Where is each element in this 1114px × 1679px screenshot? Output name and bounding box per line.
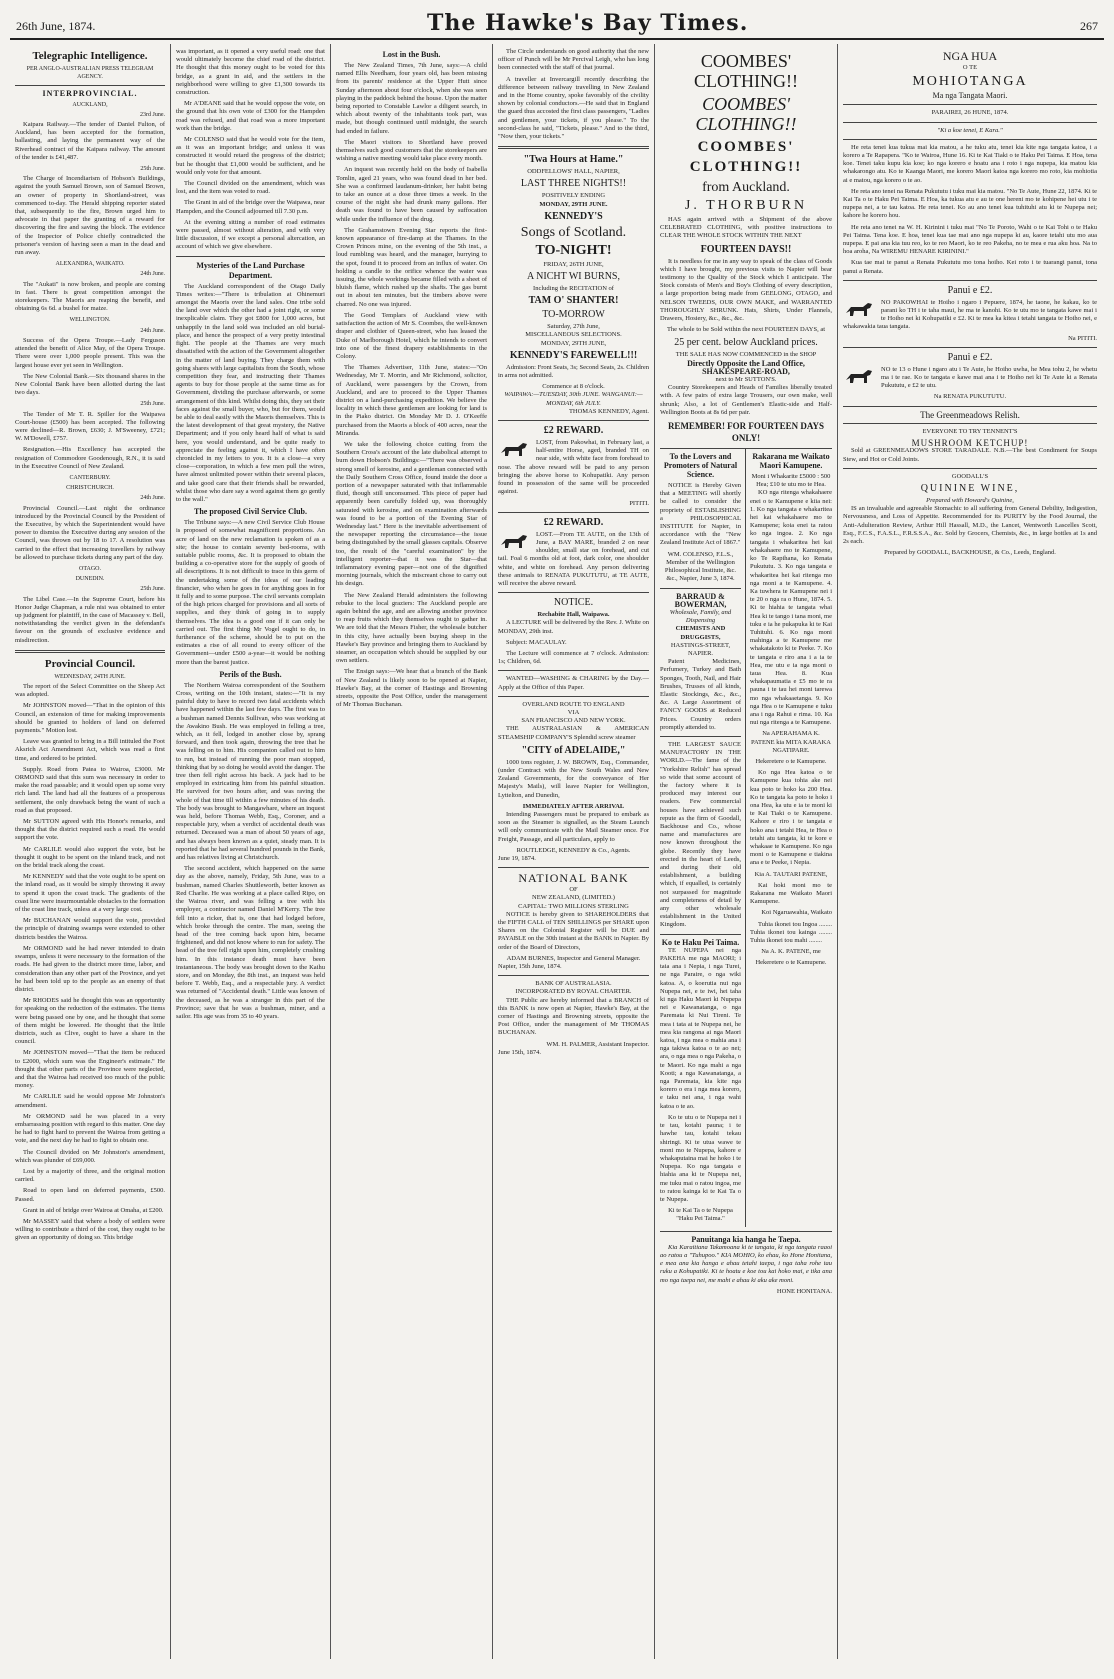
bank-notice: THE Public are hereby informed that a BRANCH of this BANK is now open at Napier, Hawke's Bay, at the corner of Hastings and Browning streets, opposite the Post Office, under the management of Mr THOMAS BUCHANAN. bbox=[498, 996, 649, 1037]
article-paragraph: Mr CARLILE said he would oppose Mr Johnston's amendment. bbox=[15, 1093, 165, 1109]
date-line: 24th June. bbox=[140, 271, 165, 278]
tonight: TO-NIGHT! bbox=[535, 242, 612, 258]
article-paragraph: The New Colonial Bank.—Six thousand shares in the New Colonial Bank have been allotted during the last two days. bbox=[15, 372, 165, 397]
date-line: WEDNESDAY, 24TH JUNE. bbox=[54, 673, 126, 680]
article-paragraph: The Northern Wairoa correspondent of the Southern Cross, writing on the 10th instant, states:—"It is my painful duty to have to record two fatal accidents which have happened within the last few days. The first was to a bushman named Dennis Sullivan, who was working at the Awakino Bush. He was employed in felling a tree, which, as it fell, lodged in another close by, sprang forward, and then took again, throwing the tree that he was felling on to him. His companion called out to him to run, but instead of running the poor man stopped, thinking that by so doing he would avoid the danger. The tree then fell right across his back. A jack had to be employed in extricating him from his painful situation. He survived for two hours after, and was raving the whole of that time till within a few minutes of his death. The body was brought to Mangawhare, where an inquest was held, before Thomas Webb, Esq., Coroner, and a respectable jury, when a verdict of accidental death was returned. Deceased was a man of about 50 years of age, and has always been known as a quiet, steady man. It is reported that he had several hundred pounds in the Bank, and has relatives living at Christchurch. bbox=[176, 681, 325, 862]
goodalls: GOODALL'S bbox=[951, 472, 989, 480]
telegraphic-heading: Telegraphic Intelligence. bbox=[32, 50, 148, 62]
bank-date: Napier, 15th June, 1874. bbox=[498, 963, 562, 971]
of: OF bbox=[569, 886, 578, 894]
barraud-body: Patent Medicines, Perfumery, Turkey and Bath Sponges, Tooth, Nail, and Hair Brushes, Trusses of all kinds, Elastic Stockings, &c., &c., &c. A Large Assortment of FANCY GOODS at Reduced Prices. Country orders promptly attended to. bbox=[660, 658, 741, 731]
rakarana-kai: Kai hoki moni mo te Rakarana me Waikato Maori Kamupene. bbox=[750, 881, 832, 906]
interprovincial-heading: INTERPROVINCIAL. bbox=[42, 89, 138, 99]
nga-hua: NGA HUA bbox=[942, 49, 998, 63]
article-paragraph: The Libel Case.—In the Supreme Court, before his Honor Judge Chapman, a rule nisi was obtained to enter up judgment for plaintiff, in the case of Macassey v. Bell, notwithstanding the verdict given in the defendant's favour on the grounds of exclusive evidence and misdirection. bbox=[15, 595, 165, 644]
rakarana-kia: Kia A. TAUTARI PATENE, bbox=[754, 870, 828, 878]
reward-signature: PITITI. bbox=[629, 499, 649, 507]
ship-date: June 19, 1874. bbox=[498, 855, 536, 862]
reward-title: £2 REWARD. bbox=[543, 516, 604, 528]
article-paragraph: The Ensign says:—We hear that a branch of the Bank of New Zealand is likely soon to be opened at Napier, Hawke's Bay, at the corner of Hastings and Browning streets, opposite the Post Office, under the management of Mr Thomas Buchanan. bbox=[336, 668, 487, 709]
article-paragraph: Supply. Road from Patea to Wairoa, £3000. Mr ORMOND said that this sum was necessary in order to make the road passable; and it would open up some very rich land. The land had all the features of a prosperous settlement, the only drawback being the want of such a road as that proposed. bbox=[15, 765, 165, 814]
mohiotanga-title: MOHIOTANGA bbox=[912, 74, 1028, 90]
reward-title: £2 REWARD. bbox=[543, 425, 604, 437]
rechabite-hall: Rechabite Hall, Waipawa. bbox=[537, 611, 610, 619]
place-dunedin: DUNEDIN. bbox=[75, 576, 105, 583]
article-paragraph: Mr CARLILE would also support the vote, but he thought it ought to be spent on the inland track, and not on the bridal track along the coast. bbox=[15, 845, 165, 870]
article-paragraph: The Auckland correspondent of the Otago Daily Times writes:—"There is tribulation at Ohinemuri amongst the Maoris over the land sales. One tribe sold the land over which the other had a joint right, or some inexplicable claim. They got £800 for 1,000 acres, but unhappily in the land sold was included an old burial-place, and hence the prospect of a very pretty intestinal fight. The people at the Thames are very much dissatisfied with the action of the Government altogether in the matter of land buying. They charge them with going shares with large capitalists from the South, whose competition they fear, and instructing their Thames agents to buy for those people at the same time as for Government, dividing the purchase afterwards, or some arrangement of this kind. Whilst doing this, they set their faces against the small buyer, who, but for them, would be able to deal easily with the Maoris themselves. This is the latest development of that great mystery, the Native Department; and if you only heard half of what is said here, you would understand, and be quite ready to appreciate the feeling against it, which I have often chronicled in my letters to you. It is a close—a very close—corporation, in which a few men pull the wires, have almost unlimited power within their several places, and take good care that their friends shall be rewarded, whilst those who dare say a word against them go gently to the wall." bbox=[176, 282, 325, 503]
place-christchurch: CHRISTCHURCH. bbox=[66, 485, 114, 492]
from-auckland: from Auckland. bbox=[702, 180, 790, 195]
mohiotanga-sub: Ma nga Tangata Maori. bbox=[932, 91, 1008, 101]
masthead bbox=[10, 10, 1104, 40]
lecture-subject: Subject: MACAULAY. bbox=[506, 638, 567, 646]
motto: "Ki a koe tenei, E Kara." bbox=[937, 126, 1003, 134]
article-paragraph: Grant in aid of bridge over Wairoa at Omaha, at £200. bbox=[23, 1206, 164, 1214]
article-paragraph: The Council divided on Mr Johnston's amendment, which was plunder of £69,000. bbox=[15, 1148, 165, 1164]
barraud-address: HASTINGS-STREET, NAPIER. bbox=[670, 641, 731, 657]
thorburn-name: J. THORBURN bbox=[684, 198, 808, 213]
ship-name: "CITY of ADELAIDE," bbox=[521, 744, 626, 756]
friday-date: FRIDAY, 26TH JUNE, bbox=[543, 260, 604, 268]
national-bank-title: NATIONAL BANK bbox=[518, 871, 629, 886]
quinine-wine: QUININE WINE, bbox=[920, 482, 1020, 494]
agent-name: THOMAS KENNEDY, Agent. bbox=[568, 407, 649, 415]
newspaper-page bbox=[10, 10, 1104, 1659]
article-paragraph: The Tribune says:—A new Civil Service Club House is proposed of somewhat magnificent proportions. An acre of land on the new reclamation is spoken of as a site; the house to contain seventy bed-rooms, with suitable public rooms, &c. It is proposed to obtain the building a co-operative store for the supply of goods of all descriptions. It is not difficult to trace in this germ of the undertaking some of the ideas of our leading financier, who when he goes in for anything goes in for it fully and to some purpose. The civil servants complain of the high prices charged for provisions and all sorts of supplies, and they think of going in to supply themselves. The idea is a good one if it can only be carried out. The first thing Mr Vogel ought to do, in furtherance of the scheme, should be to put on the estimates a rise of all round to every officer of the Government—under £500 a-year—it would be nothing more than the barest justice. bbox=[176, 519, 325, 666]
reward-body: LOST, from Pakowhai, in February last, a half-entire Horse, aged, branded TH on near side, with white face from forehead to nose. The above reward will be paid to any person bringing the above horse to Kohupatiki. Any person found in possession of the same will be proceeded against. bbox=[498, 439, 649, 496]
article-paragraph: The Maori visitors to Shortland have proved themselves such good customers that the storekeepers are wishing a native meeting would take place every month. bbox=[336, 138, 487, 163]
relish-body: Sold at GREENMEADOWS STORE TARADALE. N.B.—The best Condiment for Soups Stew, and Hot or Cold Joints. bbox=[843, 447, 1097, 463]
article-paragraph: At the evening sitting a number of road estimates were passed, almost without alteration, and with very little discussion, if we except a personal altercation, an account of which we give elsewhere. bbox=[176, 218, 325, 251]
saturday-date: Saturday, 27th June, bbox=[547, 323, 600, 331]
article-paragraph: The Tender of Mr T. R. Spiller for the Waipawa Court-house (£500) has been accepted. The following were declined—R. Brown, £630; J. M'Sweeney, £721; W. M'Dowell, £757. bbox=[15, 410, 165, 443]
article-paragraph: The New Zealand Times, 7th June, says:—A child named Ellis Needham, four years old, has been missing from its parents' residence at the Upper Hutt since Sunday afternoon about four o'clock, when she was seen playing in the paddock behind the house. Upon the matter being reported to Constable Lawlor a diligent search, in which about twenty of the inhabitants took part, was made, but though continued until midnight, the search had ended in failure. bbox=[336, 62, 487, 135]
panuitanga-body: Kia Karaitiana Takamoana ki te tangata, ki nga tangata raaoi ao ratou a "Tuhupoo." KIA MOHIO, ko ehau, ko Hone Honitana, e mea ana kia hanga e ahau tetahi taepa, i nga taha rohe tau ruku a Kohupatiki. Ki te hoatu e koe tou kai hoko mai, e tika ana mo nga taepa nei, me mahi e ahau ki aku ake moni. bbox=[660, 1243, 832, 1284]
rakarana-body: KO nga ritenga whakahaere enei o te Kamupene e kiia nei: 1. Ko nga tangata e whakaritea hei kai whakahaere mo te Kamupene; koia enei ta ratou ko nga ingoa. 2. Ko nga tangata i whakaritea hei kai whakahaere mo te Kamupene, ko Te Rapihana, ko Renata Pukututu. 3. Ko nga tangata e whakaritea hei kai ritenga mo nga moni a te Kamupene. 4. Ka tuwhera te Kamupene nei i te 20 o nga ra o Hune, 1874. 5. Ki te hiahia te tangata whai Hea ki te tango i tana moni, me tuku e ia he pukapuka ki te Kai Tuhituhi. 6. Ko nga moni mahinga a te Kamupene me whakatakoto ki te Peeke. 7. Ko te tangata e riro ana i a ia te Hea, me utu e ia nga moni o taua Hea. 8. Kua whakapaumatia e £5 mo te ra pauna i te tau hei moni tarewa mo nga whakaaetanga. 9. Ko nga Hea o te Kamupene e tuku ana i nga Rahui e rima. 10. Ka nui nga ritenga a te Kamupene. bbox=[750, 489, 832, 727]
column-7 bbox=[838, 44, 1102, 1659]
immediately-after: IMMEDIATELY AFTER ARRIVAL bbox=[522, 802, 625, 810]
bank-australasia-title: BANK OF AUSTRALASIA. bbox=[535, 980, 612, 988]
including-recitation: Including the RECITATION of bbox=[533, 285, 614, 293]
date-line: 23rd June. bbox=[140, 111, 165, 118]
last-nights: LAST THREE NIGHTS!! bbox=[520, 178, 627, 190]
coombes-heading: COOMBES' CLOTHING!! bbox=[694, 51, 798, 91]
o-te: O TE bbox=[962, 64, 978, 71]
article-paragraph: was important, as it opened a very useful road: one that would ultimately become the chief road of the district. He thought that this money ought to be voted for this bridge, as a grant in aid, and the settlers in the neighborhood were willing to give £1,300 towards its construction. bbox=[176, 48, 325, 97]
sauce-article: THE LARGEST SAUCE MANUFACTORY IN THE WORLD.—The fame of the "Yorkshire Relish" has spread so wide that some account of the factory where it is produced may interest our readers. Few commercial houses have achieved such repute as the firm of Goodall, Backhouse and Co., whose name and manufactures are now known throughout the globe. Recently they have erected in the heart of Leeds, and during their old establishment, a building which, if equalled, is certainly not surpassed for magnitude and completeness of detail by any other wholesale establishment in the United Kingdom. bbox=[660, 740, 741, 929]
panui-title: Panui e £2. bbox=[947, 284, 993, 296]
article-paragraph: The "Aukati" is now broken, and people are coming in fast. There is great competition amongst the storekeepers. The Maoris are reaping the benefit, and obtaining 6s 6d. a bushel for maize. bbox=[15, 280, 165, 313]
panui-signature: Na RENATA PUKUTUTU. bbox=[933, 393, 1007, 401]
capital: CAPITAL: TWO MILLIONS STERLING bbox=[518, 902, 629, 910]
article-paragraph: The Thames Advertiser, 11th June, states:—"On Wednesday, Mr T. Morrin, and Mr Richmond, solicitor, of Auckland, were passengers by the Crown, from Auckland, and are to proceed to the Upper Thames district on a land-purchasing expedition. We believe the locality in which these gentlemen are looking for land is in the Piako district. On Monday Mr D. J. O'Keeffe purchased from the Maoris a block of 400 acres, near the Miranda. bbox=[336, 364, 487, 437]
sale-commenced: THE SALE HAS NOW COMMENCED in the SHOP bbox=[675, 351, 817, 359]
land-purchase-heading: Mysteries of the Land Purchase Department. bbox=[196, 260, 305, 280]
agency-line: PER ANGLO-AUSTRALIAN PRESS TELEGRAM AGENCY. bbox=[26, 66, 154, 81]
article-paragraph: Provincial Council.—Last night the ordinance introduced by the Provincial Council by the President of the Executive, by which the Superintendent would have power to dismiss the Executive during any session of the Council, was thrown out by 18 to 17. A resolution was carried to the effect that increasing travellers by railway be allowed to purchase tickets during any part of the day. bbox=[15, 504, 165, 561]
horse-icon bbox=[498, 531, 532, 551]
bank-date: June 15th, 1874. bbox=[498, 1048, 541, 1056]
mohiotanga-date: PARAIREI, 26 HUNE, 1874. bbox=[931, 109, 1009, 117]
haku-body: TE NUPEPA nei nga PAKEHA me nga MAORI; i taia ana i Nepia, i nga Turei, ne nga Paraire, o nga wiki katoa. A, o koerutia nui nga Nupepa nei, e te iwi, hei taha ki nga Haku Maori ki Nupepa nei e Kawanatanga, o nga Paremata ki Nui Tireni. Te mea i tata ai te Nupepa nei, he mea kia rangona ai nga Maori katoa, i nga mea o mahia ana i nga takiwa katoa o te ao nei; ara, o nga mea o nga Pakeha, o te Maori. Ko nga mahi a nga Kooti; a nga Kawanatanga, a nga Paremata, kia kite nga korero o era i nga mea korero, e taku nei ana, i nga wahi katoa o te ao. bbox=[660, 946, 741, 1110]
overland-route-sub: SAN FRANCISCO AND NEW YORK. bbox=[521, 717, 626, 725]
tour-dates: WAIPAWA:—TUESDAY, 30th JUNE. WANGANUI:—MONDAY, 6th JULY. bbox=[504, 391, 643, 407]
article-paragraph: Mr SUTTON agreed with His Honor's remarks, and thought that the district required such a road. He would support the vote. bbox=[15, 818, 165, 842]
remember-line: REMEMBER! FOR FOURTEEN DAYS ONLY! bbox=[667, 421, 825, 444]
newspaper-title: The Hawke's Bay Times. bbox=[426, 10, 749, 36]
article-paragraph: The Council divided on the amendment, which was lost, and the item was voted to road. bbox=[176, 180, 325, 196]
panuitanga-signature: HONE HONITANA. bbox=[776, 1287, 832, 1295]
date-line: 25th June. bbox=[140, 166, 165, 173]
article-paragraph: Kaipara Railway.—The tender of Daniel Fulton, of Auckland, has been accepted for the formation, ballasting, and laying the permanent way of the Riverhead contract of the Kaipara railway. The amount of the tender is £41,487. bbox=[15, 121, 165, 161]
article-paragraph: Resignation.—His Excellency has accepted the resignation of Commodore Goodenough, R.N., it is said in the Executive Council of New Zealand. bbox=[15, 446, 165, 470]
article-paragraph: Mr BUCHANAN would support the vote, provided the principle of draining swamps were extended to other districts besides the Wairoa. bbox=[15, 917, 165, 941]
article-paragraph: Mr MASSEY said that where a body of settlers were willing to contribute a third of the cost, they ought to be given an opportunity of doing so. This bridge bbox=[15, 1217, 165, 1242]
wanted-ad: WANTED—WASHING & CHARING by the Day.—Apply at the Office of this Paper. bbox=[498, 675, 649, 691]
kennedys-farewell: KENNEDY'S FAREWELL!!! bbox=[509, 349, 638, 361]
lovers-signature: WM. COLENSO, F.L.S., Member of the Wellington Philosophical Institute, &c. &c., Napier, June 3, 1874. bbox=[664, 550, 737, 583]
article-paragraph: A traveller at Invercargill recently describing the difference between railway travelling in New Zealand and in the Home country, spoke favorably of the civility shown by colonial conductors.—He said that in England the guard thus accosted the first class passengers, "Ladies and gentlemen, your tickets, if you please." To the second-class he said, "Tickets, please." And to the third, "Now then, your tickets." bbox=[498, 75, 649, 141]
positively-ending: POSITIVELY ENDING bbox=[541, 192, 606, 200]
haku-body: Ko te utu o te Nupepa nei i te tau, kotahi pauna; i te hawhe tau, kotahi tekau shiringi. Ki te utua wawe te moni mo te Nupepa, kahore e whakaputaina mai he hoko i te Nupepa. Ko nga tangata e hiahia ana ki te Nupepa nei, me tuku mai o ratou ingoa, me to ratou kainga ki te Kai Ta o te Nupepa. bbox=[660, 1113, 741, 1203]
ad-body: Country Storekeepers and Heads of Families liberally treated with. A few pairs of extra large Trousers, our own make, well shrunk; Also, a lot of Gentlemen's Elastic-side and Half-Wellington Boots at 8s 6d per pair. bbox=[660, 384, 832, 416]
haku-pei-taima-heading: Ko te Haku Pei Taima. bbox=[661, 937, 740, 947]
place-wellington: WELLINGTON. bbox=[69, 317, 111, 324]
ad-body: It is needless for me in any way to speak of the class of Goods which I have brought, my previous visits to Napier will bear testimony to the Quality of the Stock which I anticipate. The Stock consists of Men's and Boy's Clothing of every description, a large proportion being made from GEELONG, OTAGO, and NELSON TWEEDS, OUR OWN MAKE, and WARRANTED THOROUGHLY SHRUNK. Hats, Shirts, Under Flannels, Drawers, Hosiery, &c., &c., &c. bbox=[660, 257, 832, 323]
maori-paragraph: He reta ano tenei na W. H. Kirinini i tuku mai "No Te Poroto, Wahi o te Kai Tohi o te Haku Pei Taima. Tena koe. E hoa, tenei kua tae mai ano nga nupepa ki au, kaore tetahi utu mo aua nupepa. E pai ana kia tuu reo, ko te reo Maori, ko te reo Pakeha, no te mea e rua aku hoa. Na to hoa aroha, Na WIREMU HENARE KIRININI." bbox=[843, 223, 1097, 256]
column-4 bbox=[493, 44, 655, 1659]
fourteen-days: FOURTEEN DAYS!! bbox=[700, 243, 792, 255]
new-zealand-limited: NEW ZEALAND, (LIMITED.) bbox=[532, 894, 615, 902]
rakarana-hekeretere: Hekeretere o te Kamupene. bbox=[755, 959, 827, 967]
horse-icon bbox=[843, 366, 877, 386]
maori-paragraph: Kua tae mai te panui a Renata Pukututu mo tona hoiho. Kei roto i te tuarangi panui, tona panui a Renata. bbox=[843, 259, 1097, 275]
civil-service-heading: The proposed Civil Service Club. bbox=[194, 507, 307, 517]
panui-signature: Na PITITI. bbox=[1068, 334, 1097, 342]
article-paragraph: The second accident, which happened on the same day as the above, namely, Friday, 5th June, was to a bushman, named Charles Shuttleworth, better known as Red Charlie. He was working at a place called Ripo, on the Wairoa river, and was felling a tree with his employer, a contractor named Daniel M'Kerry. The tree fell into a ricker, that is, one that had lodged before, which broke through the centre. The man, seeing the head of the tree coming back upon him, became frightened, and did not know where to run for safety. The head of the tree fell right upon him, completely crushing him. In this instance death must have been instantaneous. The body was brought down to the Kaihu store, and on Monday, the 8th inst., an inquest was held before T. Webb, Esq., and a respectable jury. A verdict was returned of "Accidental death." Little was known of the deceased, as he was a stranger in this part of the Province; save that he was a bushman, miner, and a sailor. His age was from 35 to 40 years. bbox=[176, 865, 325, 1020]
article-paragraph: The Grahamstown Evening Star reports the first-known appearance of fire-damp at the Thames. In the Crown Princes mine, on the evening of the 5th inst., a loud rumbling was heard, and the manager, hurrying to the spot, found it to proceed from an influx of water. On holding a candle to the orifice whence the water was issuing, the whole workings became filled with a sheet of bluish flame, which rushed up the shafts. The gas burnt out in about ten minutes, but the timbers above were charred. No one was injured. bbox=[336, 226, 487, 308]
reward-body: LOST.—From TE AUTE, on the 13th of June, a BAY MARE, branded 2 on near shoulder, small star on forehead, and cut tail. Foal 6 months old at foot, dark color, one shoulder white, and white on forehead. Any person delivering these animals to RENATA PUKUTUTU, at TE AUTE, will receive the above reward. bbox=[498, 530, 649, 587]
rakarana-heading: Rakarana me Waikato Maori Kamupene. bbox=[752, 452, 830, 471]
article-paragraph: Mr JOHNSTON moved—"That the item be reduced to £2000, which sum was the Engineer's estimate." He thought that other parts of the Province were neglected, and that the Wairoa had received too much of the public money. bbox=[15, 1049, 165, 1090]
lecture-body: A LECTURE will be delivered by the Rev. J. White on MONDAY, 29th inst. bbox=[498, 619, 649, 635]
incorporated: INCORPORATED BY ROYAL CHARTER. bbox=[515, 988, 632, 996]
relish-body: EVERYONE TO TRY TENNENT'S bbox=[922, 427, 1018, 435]
article-paragraph: Mr ORMOND said he had never intended to drain swamps, unless it were necessary to the formation of the roads. He had given to the district more time, labor, and consideration than any other part of the Province, and yet he had been told up to the people as an enemy of that district. bbox=[15, 944, 165, 993]
ketchup: MUSHROOM KETCHUP! bbox=[911, 438, 1029, 449]
article-paragraph: Mr COLENSO said that he would vote for the item, as it was an important bridge; and unless it was constructed it would retard the progress of the district; but he thought that £1,000 would be sufficient, and he would only vote for that amount. bbox=[176, 136, 325, 176]
date-line: 25th June. bbox=[140, 401, 165, 408]
relish-heading: The Greenmeadows Relish. bbox=[920, 409, 1020, 420]
place-canterbury: CANTERBURY. bbox=[69, 474, 111, 481]
twa-hours-title: "Twa Hours at Hame." bbox=[523, 154, 624, 166]
article-paragraph: Mr RHODES said he thought this was an opportunity for speaking on the reduction of the estimates. The items were being passed one by one, and he thought that some of them might be lowered. He thought that the little districts, such as Clive, ought to have a share in the council. bbox=[15, 997, 165, 1046]
horse-icon bbox=[843, 299, 877, 319]
column-2 bbox=[171, 44, 331, 1659]
date-line: 24th June. bbox=[140, 327, 165, 334]
article-paragraph: Mr KENNEDY said that the vote ought to be spent on the inland road, as it would be simply throwing it away to spend it upon the coast track. The gradients of the coast line were insurmountable obstacles to the formation of the coast line track, unless at a very large cost. bbox=[15, 873, 165, 914]
column-1 bbox=[10, 44, 171, 1659]
rakarana-na: Na A. K. PATENE, me bbox=[761, 948, 821, 956]
rakarana-signature: Na APERAHAMA K. PATENE kia MITA KARAKA NGATIPARE. bbox=[751, 730, 831, 754]
bank-signature: WM. H. PALMER, Assistant Inspector. bbox=[546, 1040, 649, 1048]
date-line: 25th June. bbox=[140, 586, 165, 593]
rakarana-body: Ko nga Hea katoa o te Kamupene kua tohia ake nei kua poto te hoko ka 200 Hea. Ko te tangata ka poto te hoko i ona Hea, ka utu e ia te moni ki te Kai Tiaki o te Kamupene. Kahore e riro i te tangata e hoko ana i tetahi Hea, te Hea o tetahi atu tangata, ki te kore e whakaae te Kamupene. Ko nga moni o te Kamupene e tiakina ana e te Peeke, i Nepia. bbox=[750, 769, 832, 867]
songs-of-scotland: Songs of Scotland. bbox=[520, 224, 627, 240]
agents: ROUTLEDGE, KENNEDY & Co., Agents. bbox=[516, 846, 631, 854]
ad-body: The whole to be Sold within the next FOURTEEN DAYS, at bbox=[666, 326, 826, 334]
article-paragraph: Mr A'DEANE said that he would oppose the vote, on the ground that his own vote of £300 for the Hampden road was refused, and that road was a more important work than the bridge. bbox=[176, 100, 325, 132]
article-paragraph: Mr ORMOND said he was placed in a very embarrassing position with regard to this matter. One day he had to fight hard to prevent the Wairoa from getting a vote, and the next day he had to fight to obtain one. bbox=[15, 1112, 165, 1145]
bank-notice: NOTICE is hereby given to SHAREHOLDERS that the FIFTH CALL of TEN SHILLINGS per SHARE upon Shares on the Colonial Register will be DUE and PAYABLE on the 30th instant at the BANK in Napier. By order of the Board of Directors, bbox=[498, 910, 649, 951]
nicht-wi-burns: A NICHT WI BURNS, bbox=[527, 271, 620, 283]
via: VIA bbox=[567, 708, 580, 716]
place-alexandra: ALEXANDRA, WAIKATO. bbox=[55, 261, 125, 268]
lecture-admission: The Lecture will commence at 7 o'clock. Admission: 1s; Children, 6d. bbox=[498, 649, 649, 666]
quinine-sub: Prepared with Howard's Quinine, bbox=[926, 496, 1014, 504]
quinine-signature: Prepared by GOODALL, BACKHOUSE, & Co., Leeds, England. bbox=[884, 549, 1056, 557]
article-paragraph: Lost by a majority of three, and the original motion carried. bbox=[15, 1167, 165, 1184]
tam-o-shanter: TAM O' SHANTER! bbox=[528, 295, 619, 307]
article-paragraph: The New Zealand Herald administers the following rebuke to the local graziers: The Auckland people are again behind the age, and are allowing another province to reap fruits which they themselves ought to gather in. We are told that the Messrs Fisher, the wholesale butcher in this city, have actually been buying sheep in the Hawke's Bay province and bringing them to Auckland by steamer, an occupation which should be supplied by our own settlers. bbox=[336, 591, 487, 665]
panui-body: NO PAKOWHAI te Hoiho i ngaro i Pepuere, 1874, he taone, he kakau, ko te parani ko TH i te taha maui, he ma te kanohi. Ko te utu mo te tangata kawe mai i te Hoiho nei ki Kohupatiki e £2. Ki te mea ka kitea i tetahi tangata te Hoiho nei, e whakawakia taua tangata. bbox=[843, 298, 1097, 331]
venue: ODDFELLOWS' HALL, NAPIER, bbox=[527, 168, 620, 176]
article-paragraph: The Good Templars of Auckland view with satisfaction the action of Mr S. Coombes, the well-known draper and clothier of Queen-street, who has leased the Duke of Marlborough Hotel, which he intends to convert into one of the finest drapery establishments in the Colony. bbox=[336, 311, 487, 360]
chemists: CHEMISTS AND DRUGGISTS, bbox=[675, 625, 726, 641]
perils-heading: Perils of the Bush. bbox=[219, 669, 282, 679]
commence-time: Commence at 8 o'clock. bbox=[542, 383, 605, 391]
rakarana-form: Tuhia ikonei tou Ingoa ........ Tuhia ikonei tou kainga ........ Tuhia ikonei tou mahi ........ bbox=[750, 920, 832, 945]
coombes-heading: COOMBES' CLOTHING!! bbox=[689, 139, 803, 175]
steamship-company: THE AUSTRALASIAN & AMERICAN STEAMSHIP COMPANY'S Splendid screw steamer bbox=[498, 725, 649, 741]
place-otago: OTAGO. bbox=[78, 565, 102, 572]
article-paragraph: Leave was granted to bring in a Bill intituled the Foot Aksrich Act Amendment Act, which was read a first time, and ordered to be printed. bbox=[15, 738, 165, 762]
panui-title: Panui e £2. bbox=[947, 351, 993, 363]
article-paragraph: The Charge of Incendiarism of Hobson's Buildings, against the youth Samuel Brown, son of Samuel Brown, an owner of property in Shortland-street, was commenced to-day. The Herald shipping reporter stated that, subsequently to the fire, Brown urged him to advocate in that paper the granting of a reward for discovering the fire and saving the block. The evidence of the Inspector of Police chiefly contradicted the prisoner's version of having seen a man in the dead and run away. bbox=[15, 175, 165, 257]
article-paragraph: The report of the Select Committee on the Sheep Act was adopted. bbox=[15, 683, 165, 699]
bank-signature: ADAM BURNES, Inspector and General Manager. bbox=[506, 954, 641, 962]
rakarana-secretary: Hekeretere o te Kamupene. bbox=[755, 757, 827, 765]
admission-text: Admission: Front Seats, 3s; Second Seats, 2s. Children in arms not admitted. bbox=[498, 363, 649, 380]
monday-date: MONDAY, 29TH JUNE, bbox=[540, 339, 607, 347]
ship-body: 1000 tons register, J. W. BROWN, Esq., Commander, (under Contract with the New South Wales and New Zealand Governments, for the conveyance of Her Majesty's Mails), will leave Napier for Wellington, Lyttelton, and Dunedin, bbox=[498, 758, 649, 799]
issue-date: 26th June, 1874. bbox=[16, 19, 96, 33]
rakarana-sub: Moni i Whakarite £5000 : 500 Hea; £10 te utu mo te Hea. bbox=[751, 473, 831, 489]
article-paragraph: The Grant in aid of the bridge over the Waipawa, near Hampden, and the Council adjourned till 7.30 p.m. bbox=[176, 199, 325, 215]
kennedys: KENNEDY'S bbox=[544, 210, 603, 222]
tomorrow: TO-MORROW bbox=[542, 309, 605, 321]
article-paragraph: Success of the Opera Troupe.—Lady Ferguson attended the benefit of Alice May, of the Opera Troupe. There were over 1,000 people present. This was the largest house ever yet seen in Wellington. bbox=[15, 336, 165, 369]
maori-paragraph: He reta ano tenei na Renata Pukututu i tuku mai kia matou. "No Te Aute, Hune 22, 1874. Ki te Kai Ta o te Haku Pei Taima. E Hoa, ka tukua atu e au te one hereni mo te kohipene hei utu i te nupepa nei, a te tau katoa. He reta tenei. Ko au ano tenei kua tuhituhi atu ki te Nupepa nei; kahore he korero hou. bbox=[843, 187, 1097, 220]
maori-paragraph: He reta tenei kua tukua mai kia matou, a he tuku atu, tenei kia kite nga tangata katoa, i a korero a Te Rapapera. "Ko te Wairoa, Hune 16. Ki te Kai Tiaki o te Haku Pei Taima. E Hoa, tena koe. Tenei taku kupu kia koe; ko nga korero e hoatu ana i roto i nga nupepa, kia matou kia whakarongo atu. Ko te Kaanga Maori, me korero Maori katoa nga korero mo roto, kia mohiotia ai e matou, nga korero o te ao. bbox=[843, 143, 1097, 184]
article-paragraph: An inquest was recently held on the body of Isabella Tomlin, aged 21 years, who was found dead in her bed. She was a confirmed laudanum-drinker, her habit being to take an ounce at a dose three times a week. In the course of the night she had drunk many gallons. Her death was found to have been caused by suffocation while under the influence of the drug. bbox=[336, 166, 487, 223]
horse-icon bbox=[498, 439, 532, 459]
article-paragraph: The Circle understands on good authority that the new officer of Punch will be Mr Percival Leigh, who has long been connected with the staff of that journal. bbox=[498, 48, 649, 72]
ad-body: HAS again arrived with a Shipment of the above CELEBRATED CLOTHING, with positive instructions to CLEAR THE WHOLE STOCK WITHIN THE NEXT bbox=[660, 216, 832, 240]
article-paragraph: Mr JOHNSTON moved—"That in the opinion of this Council, an extension of time for making improvements should be granted to holders of land on deferred payments." Motion lost. bbox=[15, 702, 165, 735]
place-auckland: AUCKLAND, bbox=[72, 101, 108, 108]
haku-signature: Ki te Kai Ta o te Nupepa "Haku Pei Taima." bbox=[668, 1207, 733, 1223]
miscellaneous: MISCELLANEOUS SELECTIONS. bbox=[525, 331, 622, 339]
date-line: 24th June. bbox=[140, 495, 165, 502]
column-5 bbox=[655, 44, 838, 1659]
next-to: next to Mr SUTTON'S. bbox=[715, 376, 777, 384]
article-paragraph: We take the following choice cutting from the Southern Cross's account of the late diabolical attempt to burn down Hobson's Buildings:—"There was observed a strong smell of kerosine, and a gentleman connected with the Daily Southern Cross Office, found inside the door a portion of a newspaper saturated with that inflammable fluid, though still unconsumed. This piece of paper had apparently been carefully folded up, was thoroughly saturated with kerosine, and on examination afterwards was found to be a portion of the Evening Star of Wednesday last." Here is the inevitable advertisement of the newspaper reporting the circumstance—the issue being distinguished by the small glasses capitals. Observe too, the result of the "careful examination" by the intelligent reporter—that it was the Star—that inflammatory evening paper—not one of the dignified morning journals, which the miscreant chose to carry out his design. bbox=[336, 440, 487, 588]
article-paragraph: Road to open land on deferred payments, £500. Passed. bbox=[15, 1187, 165, 1203]
ship-body: Intending Passengers must be prepared to embark as soon as the Steamer is signalled, as the Steam Launch will only communicate with the Mail Steamer once. For Freight, Passage, and all particulars, apply to bbox=[498, 810, 649, 843]
rakarana-place: Koi Ngaruawahia, Waikato bbox=[761, 909, 832, 917]
overland-route-title: OVERLAND ROUTE TO ENGLAND bbox=[522, 700, 625, 708]
lovers-heading: To the Lovers and Promoters of Natural Science. bbox=[663, 452, 738, 480]
notice-title: NOTICE. bbox=[553, 597, 594, 609]
coombes-heading: COOMBES' CLOTHING!! bbox=[695, 94, 797, 134]
quinine-body: IS an invaluable and agreeable Stomachic to all suffering from General Debility, Indigestion, Nervousness, and Loss of Appetite. Recommended for its PURITY by the Food Journal, the Anti-Adulteration Review, Arthur Hill Hassall, M.D., the Lancet, Wentworth Lascelles Scott, Esq., F.C.S., F.A.S.L., F.R.S.S.A., &c. Sold by Grocers, Chemists, &c., in large bottles at 1s and 2s each. bbox=[843, 505, 1097, 545]
barraud-sub: Wholesale, Family, and Dispensing bbox=[669, 608, 732, 625]
page-number: 267 bbox=[1080, 19, 1098, 33]
opposite-land-office: Directly Opposite the Land Office, SHAKESPEARE-ROAD, bbox=[687, 358, 805, 376]
lovers-body: NOTICE is Hereby Given that a MEETING will shortly be called to consider the propriety of ESTABLISHING a PHILOSOPHICAL INSTITUTE for Napier, in accordance with the "New Zealand Institute Act of 1867." bbox=[660, 482, 741, 547]
ending-date: MONDAY, 29TH JUNE. bbox=[539, 200, 608, 208]
barraud-name: BARRAUD & BOWERMAN, bbox=[674, 591, 727, 609]
panuitanga-heading: Panuitanga kia hanga he Taepa. bbox=[691, 1234, 801, 1244]
price-line: 25 per cent. below Auckland prices. bbox=[674, 337, 818, 349]
column-3 bbox=[331, 44, 493, 1659]
provincial-council-heading: Provincial Council. bbox=[44, 657, 136, 670]
lost-in-bush-heading: Lost in the Bush. bbox=[382, 50, 441, 59]
panui-body: NO te 13 o Hune i ngaro atu i Te Aute, he Hoiho uwha, he Mea tohu 2, he whetu ma i te rae. Ko te tangata e kawe mai ana i te Hoiho nei ki Te Aute ki a Renata Pukututu, e £2 te utu. bbox=[881, 365, 1097, 390]
